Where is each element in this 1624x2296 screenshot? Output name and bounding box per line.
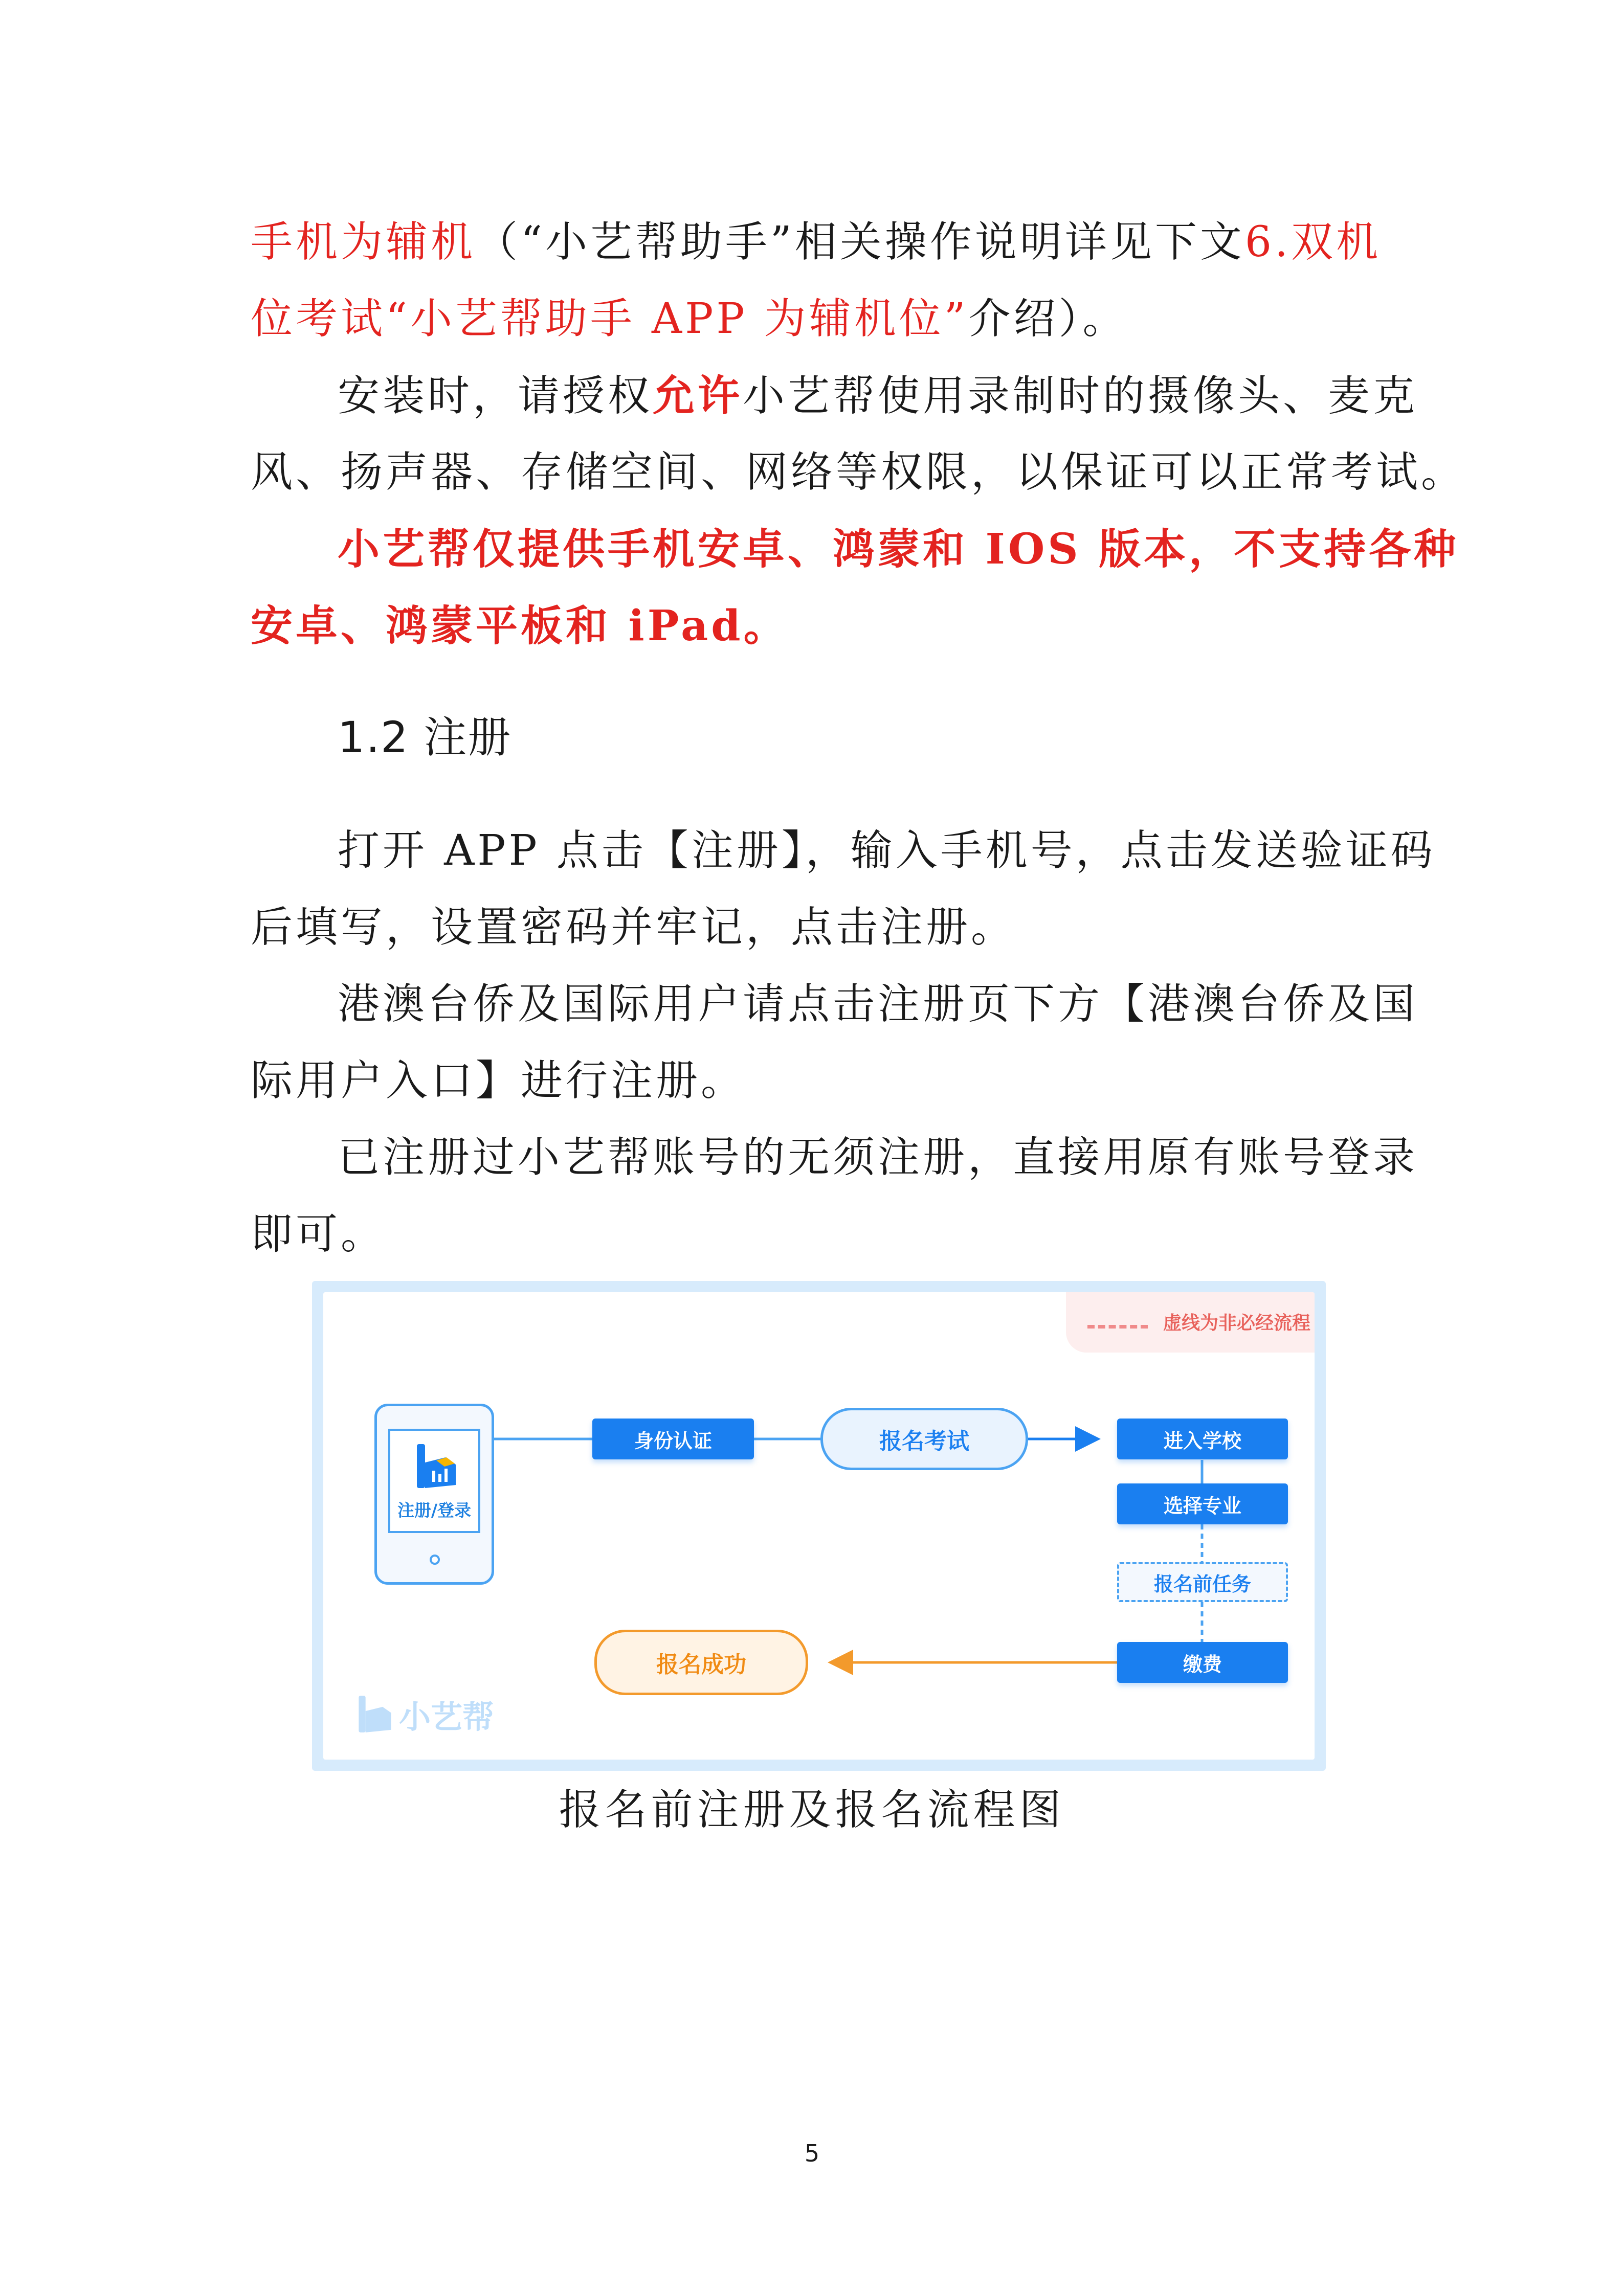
paragraph-line: 风、扬声器、存储空间、网络等权限，以保证可以正常考试。 — [251, 448, 1466, 497]
figure-caption: 报名前注册及报名流程图 — [559, 1786, 1065, 1834]
highlight-text: 6.双机 — [1244, 218, 1382, 266]
paragraph-line: 打开 APP 点击【注册】，输入手机号，点击发送验证码 — [338, 826, 1436, 875]
paragraph-line: 已注册过小艺帮账号的无须注册，直接用原有账号登录 — [338, 1133, 1418, 1182]
watermark-logo-icon — [357, 1693, 393, 1736]
section-heading: 1.2 注册 — [338, 712, 512, 762]
flowchart-canvas — [323, 1292, 1315, 1760]
node-choose-major: 选择专业 — [1117, 1483, 1288, 1524]
paragraph-line — [338, 370, 1418, 422]
body-text: （“小艺帮助手”相关操作说明详见下文 — [476, 218, 1245, 266]
node-identity: 身份认证 — [592, 1419, 754, 1459]
node-enter-school: 进入学校 — [1117, 1419, 1288, 1459]
body-text: 介绍）。 — [968, 295, 1128, 343]
paragraph-line: 后填写，设置密码并牢记，点击注册。 — [251, 903, 1016, 952]
highlight-text: 手机为辅机 — [251, 218, 476, 266]
page-number: 5 — [804, 2140, 820, 2167]
flowchart-figure — [312, 1281, 1326, 1771]
phone-home-button — [430, 1555, 440, 1565]
paragraph-line: 即可。 — [251, 1210, 386, 1258]
node-register-exam: 报名考试 — [820, 1408, 1028, 1470]
highlight-text: 位考试“小艺帮助手 APP 为辅机位” — [251, 295, 969, 343]
phone-label: 注册/登录 — [397, 1500, 472, 1520]
paragraph-line: 港澳台侨及国际用户请点击注册页下方【港澳台侨及国 — [338, 980, 1418, 1028]
watermark — [357, 1691, 494, 1737]
phone-screen — [388, 1429, 480, 1533]
node-pre-task: 报名前任务 — [1117, 1562, 1288, 1602]
warning-line: 安卓、鸿蒙平板和 iPad。 — [251, 601, 789, 650]
warning-line: 小艺帮仅提供手机安卓、鸿蒙和 IOS 版本，不支持各种 — [338, 525, 1459, 574]
body-text: 小艺帮使用录制时的摄像头、麦克 — [743, 372, 1418, 420]
paragraph-line: 际用户入口】进行注册。 — [251, 1056, 746, 1105]
highlight-text: 允许 — [653, 371, 743, 420]
paragraph-line — [251, 217, 1381, 268]
body-text: 安装时，请授权 — [338, 372, 653, 420]
app-logo-icon — [415, 1442, 458, 1490]
legend-label: 虚线为非必经流程 — [1163, 1313, 1311, 1334]
paragraph-line — [251, 294, 1128, 345]
node-pay: 缴费 — [1117, 1642, 1288, 1683]
node-success: 报名成功 — [594, 1630, 808, 1695]
phone-illustration — [374, 1404, 494, 1585]
watermark-text: 小艺帮 — [399, 1698, 495, 1736]
